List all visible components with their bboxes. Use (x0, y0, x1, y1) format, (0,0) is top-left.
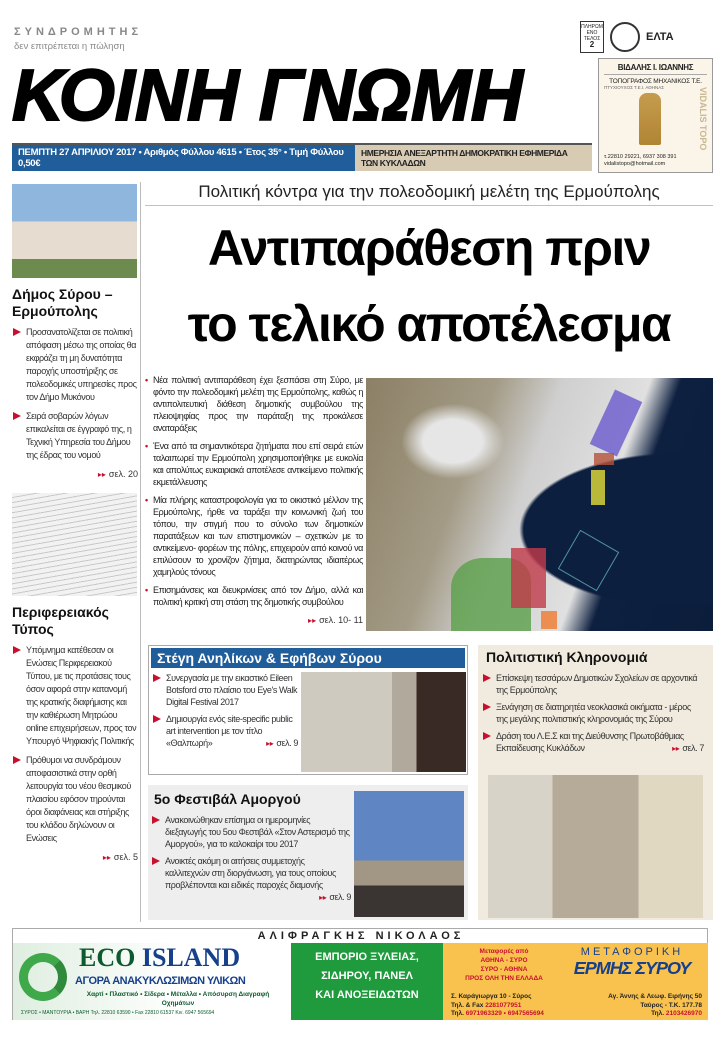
headline-line: Αντιπαράθεση πριν (207, 220, 651, 276)
town-hall-photo (12, 184, 137, 278)
map-zone (541, 611, 557, 629)
eco-logo (79, 943, 240, 973)
tagline: ΗΜΕΡΗΣΙΑ ΑΝΕΞΑΡΤΗΤΗ ΔΗΜΟΚΡΑΤΙΚΗ ΕΦΗΜΕΡΙΔΑ ΤΩΝ ΚΥΚΛΑΔΩΝ (355, 145, 592, 171)
page-ref (319, 891, 351, 904)
subscriber-label: ΣΥΝΔΡΟΜΗΤΗΣ (14, 26, 143, 38)
recycle-icon (19, 953, 67, 1001)
story-bullet: Προσανατολίζεται σε πολιτική απόφαση μέσω της οποίας θα εκφράζει τη μη δυνατότητα παροχής υποστήριξης σε πολεοδομικές υπηρεσίες προς τον Δήμο Μυκόνου (12, 326, 138, 404)
timber-ad (291, 943, 443, 1020)
festival-box (148, 785, 468, 920)
not-for-sale-label: δεν επιτρέπεται η πώληση (14, 41, 125, 52)
map-zone (594, 453, 614, 465)
postage-label: ΠΛΗΡΩΜΕΝΟ ΤΕΛΟΣ (581, 24, 603, 42)
story-bullet: Ανακοινώθηκαν επίσημα οι ημερομηνίες διεξαγωγής του 5ου Φεστιβάλ «Στον Αστερισμό της Αμοργού», για το καλοκαίρι του 2017 (151, 814, 351, 850)
newspaper-name: ΚΟΙΝΗ ΓΝΩΜΗ (12, 56, 523, 136)
page-ref-label[interactable]: σελ. 10- 11 (319, 615, 363, 625)
ad-title: ΤΟΠΟΓΡΑΦΟΣ ΜΗΧΑΝΙΚΟΣ Τ.Ε. (609, 78, 702, 85)
tel-label: Τηλ. (651, 1010, 665, 1017)
bottom-advertisement (12, 928, 708, 1020)
eco-island-ad (13, 943, 291, 1020)
tel-fax-label: Τηλ. & Fax (451, 1001, 484, 1009)
issue-info: ΠΕΜΠΤΗ 27 ΑΠΡΙΛΙΟΥ 2017 • Αριθμός Φύλλου 4615 • Έτος 35° • Τιμή Φύλλου 0,50€ (12, 145, 355, 171)
story-bullet: Επίσκεψη τεσσάρων Δημοτικών Σχολείων σε αρχοντικά της Ερμούπολης (482, 672, 704, 696)
seal-icon (610, 22, 640, 52)
column-divider (140, 182, 141, 922)
tel: 2103426970 (665, 1010, 702, 1017)
map-zone (558, 530, 619, 591)
tel-label: Τηλ. (451, 1010, 464, 1017)
eco-items: Χαρτί • Πλαστικό • Σίδερα • Μέταλλα • Απόσυρση Διαγραφή Οχημάτων (86, 991, 270, 1007)
left-column (12, 184, 138, 864)
transport-brand-top: ΜΕΤΑΦΟΡΙΚΗ (580, 946, 684, 958)
double-arrow-icon: ▸▸ (672, 744, 680, 753)
ad-name: ΒΙΔΑΛΗΣ Ι. ΙΩΑΝΝΗΣ (604, 63, 707, 75)
box-title[interactable]: 5ο Φεστιβάλ Αμοργού (154, 791, 301, 807)
story-bullet: Σειρά σοβαρών λόγων επικαλείται σε έγγραφό της, η Τεχνική Υπηρεσία του Δήμου της έδρας του νομού (12, 410, 138, 462)
postage-number: 2 (589, 40, 595, 49)
ad-owner: ΑΛΙΦΡΑΓΚΗΣ ΝΙΚΟΛΑΟΣ (257, 930, 465, 942)
address: Αγ. Άννης & Λεωφ. Ειρήνης 50 (608, 993, 702, 1000)
story-bullet: • Μία πλήρης καταστροφολογία για το οικιστικό μέλλον της Ερμούπολης, ήρθε να ταράξει την κοινωνική ζωή του τόπου, την στιγμή που το σύνολο των δημοτικών παρατάξεων και των επιστημονικών – σχετικών με το αντικείμενο- φορέων της πόλης, επιχειρούν από κοινού να επιλύσουν το χρονίζον ζήτημα, διατηρώντας ιδιαιτέρως χαμηλούς τόνους (145, 494, 363, 578)
violinist-photo (354, 791, 464, 917)
postage-paid-box (580, 21, 604, 53)
kicker: Πολιτική κόντρα για την πολεοδομική μελέτη της Ερμούπολης (145, 182, 713, 206)
map-zone (511, 548, 546, 608)
double-arrow-icon: ▸▸ (97, 470, 106, 479)
ad-email: vidalistopo@hotmail.com (604, 161, 666, 167)
transport-line: ΑΘΗΝΑ - ΣΥΡΟ (480, 957, 528, 964)
story-bullet-text: Ανοικτές ακόμη οι αιτήσεις συμμετοχής καλλιτεχνών στη διοργάνωση, για τους οποίους προβλέπονται και ειδικές παροχές διαμονής (165, 856, 336, 890)
heritage-box (478, 645, 713, 920)
child-wall-photo (301, 672, 466, 772)
tel: 6971963329 • 6947565694 (465, 1010, 544, 1017)
date-bar (12, 143, 592, 171)
page-ref-label[interactable]: σελ. 5 (113, 852, 138, 862)
double-arrow-icon: ▸▸ (102, 853, 111, 862)
story-bullet: • Ένα από τα σημαντικότερα ζητήματα που επί σειρά ετών ταλαιπωρεί την Ερμούπολη χρησιμοποιήθηκε με ευκολία και απολύτως ευκαιριακά αποτέλεσε αντικείμενο πολιτικής εκμετάλλευσης (145, 440, 363, 488)
ad-phone: τ.22810 29221, 6937 308 391 (604, 154, 677, 160)
main-bullets (145, 374, 363, 627)
story-title[interactable]: Δήμος Σύρου – Ερμούπολης (12, 286, 113, 319)
ad-brand: VIDALIS TOPO (698, 87, 708, 151)
transport-ad (443, 943, 708, 1020)
story-bullet-text: Δημιουργία ενός site-specific public art intervention με τον τίτλο «Θαλπωρή» (166, 714, 293, 748)
ad-sub: ΠΤΥΧΙΟΥΧΟΣ Τ.Ε.Ι. ΑΘΗΝΑΣ (604, 85, 665, 90)
page-ref (12, 468, 138, 481)
story-bullet: • Επισημάνσεις και διευκρινίσεις από τον Δήμο, αλλά και πολιτική κριτική στη στάση της δημοτικής συμβούλου (145, 584, 363, 608)
story-bullet: Υπόμνημα κατέθεσαν οι Ενώσεις Περιφερειακού Τύπου, με τις προτάσεις τους όσον αφορά στην κατανομή της κρατικής διαφήμισης και την καθιέρωση Μητρώου online επιχειρήσεων, προς τον Υπουργό Ψηφιακής Πολιτικής (12, 644, 138, 748)
story-bullet: Συνεργασία με την εικαστικό Eileen Botsford στο πλαίσιο του Eye's Walk Digital Festival 2017 (152, 672, 298, 708)
map-zone (591, 470, 605, 505)
tel-fax: 2281077951 (485, 1001, 522, 1009)
surveyor-ad (598, 58, 713, 173)
page-ref (672, 742, 704, 755)
story-bullet-last (152, 713, 298, 749)
elta-logo: ΕΛΤΑ (646, 31, 674, 43)
page-ref-label[interactable]: σελ. 9 (276, 738, 298, 748)
timber-line: ΕΜΠΟΡΙΟ ΞΥΛΕΙΑΣ, (315, 951, 419, 963)
headline-line: το τελικό αποτέλεσμα (187, 296, 671, 352)
story-bullet-text: Δράση του Λ.Ε.Σ και της Διεύθυνσης Πρωτοβάθμιας Εκπαίδευσης Κυκλάδων (496, 731, 684, 753)
address: Σ. Καράγιωργα 10 - Σύρος (451, 993, 532, 1000)
transport-brand: ΕΡΜΗΣ ΣΥΡΟΥ (573, 958, 691, 978)
transport-line: ΣΥΡΟ - ΑΘΗΝΑ (480, 966, 528, 973)
timber-line: ΣΙΔΗΡΟΥ, ΠΑΝΕΛ (321, 970, 413, 982)
story-bullet: Ξενάγηση σε διατηρητέα νεοκλασικά οικήματα - μέρος της μεγάλης πολιτιστικής κληρονομιάς της Σύρου (482, 701, 704, 725)
page-ref-label[interactable]: σελ. 9 (329, 892, 351, 902)
story-bullet: • Νέα πολιτική αντιπαράθεση έχει ξεσπάσει στη Σύρο, με φόντο την πολεοδομική μελέτη της Ερμούπολης, καθώς η αντιπολιτευτική διάθεση δημοτικής συμβούλου της πλειοψηφίας προς την παράταξη της προκάλεσε αναταράξεις (145, 374, 363, 434)
page-ref (145, 614, 363, 627)
postage-logos (580, 20, 715, 54)
map-zone (590, 389, 643, 456)
story-bullet-last (482, 730, 704, 754)
story-title[interactable]: Περιφερειακός Τύπος (12, 604, 109, 637)
surveyor-figure-icon (639, 93, 661, 145)
double-arrow-icon: ▸▸ (266, 739, 274, 748)
page-ref-label[interactable]: σελ. 7 (682, 743, 704, 753)
double-arrow-icon: ▸▸ (308, 616, 317, 625)
box-title[interactable]: Πολιτιστική Κληρονομιά (486, 649, 648, 665)
transport-line: ΠΡΟΣ ΟΛΗ ΤΗΝ ΕΛΛΑΔΑ (465, 975, 543, 982)
eco-subtitle: ΑΓΟΡΑ ΑΝΑΚΥΚΛΩΣΙΜΩΝ ΥΛΙΚΩΝ (75, 975, 246, 987)
stegi-box (148, 645, 468, 775)
address: Ταύρος - Τ.Κ. 177.78 (640, 1001, 702, 1009)
eco-contact: ΣΥΡΟΣ • ΜΑΝΤΟΥΡΙΑ • ΒΑΡΗ Τηλ. 22810 63590 • Fax 22810 61537 Κιν. 6947 565694 (21, 1010, 215, 1016)
eco-word: ECO (79, 943, 136, 972)
aerial-map (366, 378, 713, 631)
page-ref-label[interactable]: σελ. 20 (108, 469, 138, 479)
box-title[interactable]: Στέγη Ανηλίκων & Εφήβων Σύρου (151, 648, 465, 668)
story-bullet-last (151, 855, 351, 902)
double-arrow-icon: ▸▸ (319, 893, 327, 902)
island-word: ISLAND (141, 943, 241, 972)
masthead-title (12, 52, 592, 140)
headline[interactable] (145, 210, 713, 362)
timber-line: ΚΑΙ ΑΝΟΞΕΙΔΩΤΩΝ (315, 989, 419, 1001)
page-ref (12, 851, 138, 864)
newspapers-photo (12, 493, 137, 596)
transport-line: Μεταφορές από (479, 948, 529, 955)
school-visit-photo (488, 775, 703, 918)
story-bullet: Πρόθυμοι να συνδράμουν αποφασιστικά στην ορθή λειτουργία του νέου θεσμικού πλαισίου εφόσον τηρούνται όροι διαφάνειας και στήριξης του κλάδου δηλώνουν οι Ενώσεις (12, 754, 138, 845)
page-ref (266, 737, 298, 750)
